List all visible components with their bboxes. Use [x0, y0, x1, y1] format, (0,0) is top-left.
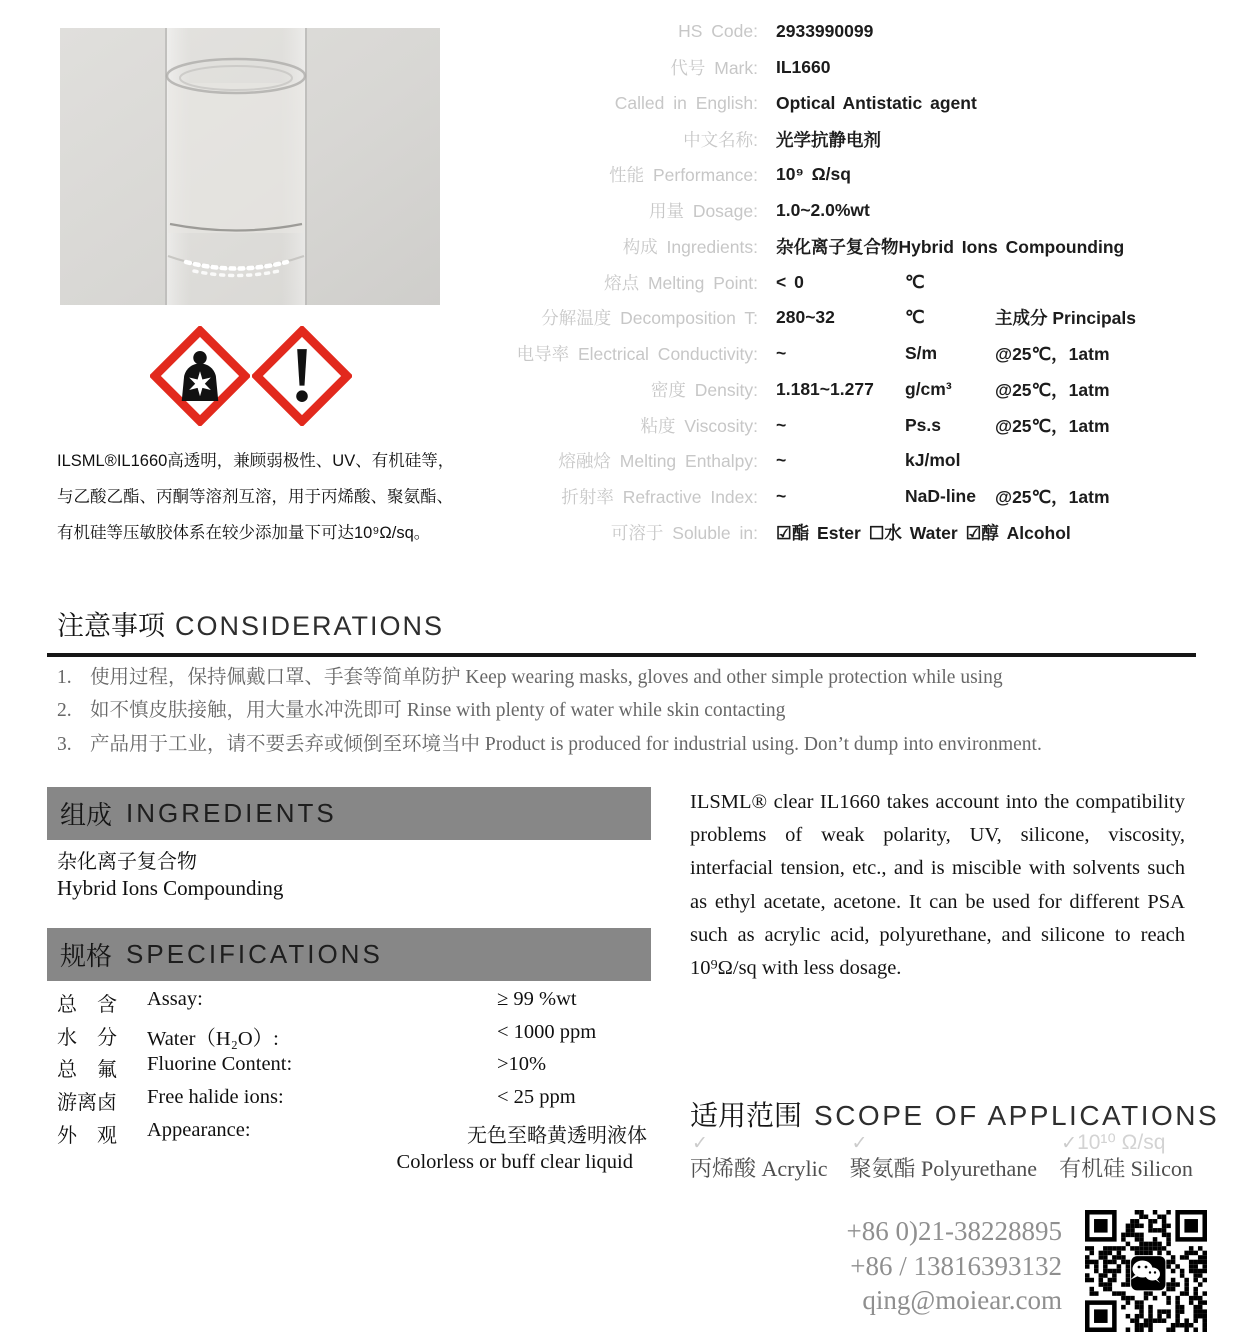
- ghs-pictograms: [150, 326, 352, 426]
- contact-phone-1: +86 0)21-38228895: [846, 1216, 1062, 1246]
- scope-item-label: 聚氨酯 Polyurethane: [849, 1156, 1038, 1181]
- spec-label-cn: 总 含: [57, 994, 117, 1016]
- specifications-title-en: SPECIFICATIONS: [126, 939, 383, 969]
- property-label: Called in English:: [614, 92, 758, 113]
- ghs-health-hazard-icon: [150, 326, 250, 426]
- property-row: [480, 86, 1235, 122]
- property-row: [480, 264, 1235, 300]
- property-label: 代号 Mark:: [670, 58, 758, 79]
- check-icon: ✓: [1061, 1133, 1077, 1154]
- property-row: [480, 479, 1235, 515]
- property-value: < 0: [776, 271, 804, 292]
- spec-value: < 1000 ppm: [497, 1020, 597, 1043]
- contact-phone-2: +86 / 13816393132: [850, 1250, 1062, 1281]
- scope-items: [690, 1132, 1210, 1183]
- property-note: 主成分 Principals: [995, 308, 1137, 329]
- spec-label-en: Assay:: [147, 988, 203, 1010]
- ghs-exclamation-icon: [252, 326, 352, 426]
- property-unit: ℃: [905, 307, 925, 328]
- property-value: 280~32: [776, 307, 835, 328]
- contact-email: qing@moiear.com: [862, 1285, 1062, 1315]
- consideration-item: [57, 694, 1202, 727]
- ingredients-title-cn: 组成: [60, 800, 113, 830]
- property-label: 可溶于 Soluble in:: [610, 522, 758, 543]
- property-value: ~: [776, 343, 787, 364]
- property-value: ~: [776, 486, 787, 507]
- consideration-item: [57, 728, 1202, 761]
- property-note: @25℃，1atm: [995, 344, 1110, 365]
- property-label: 熔点 Melting Point:: [604, 272, 758, 293]
- spec-label-en: Free halide ions:: [147, 1086, 284, 1109]
- property-label: 折射率 Refractive Index:: [561, 487, 758, 508]
- qr-code-icon: [1085, 1210, 1207, 1332]
- property-unit: kJ/mol: [905, 450, 961, 471]
- ingredients-title-en: INGREDIENTS: [126, 798, 337, 828]
- spec-value: >10%: [497, 1053, 547, 1076]
- property-row: [480, 515, 1235, 551]
- considerations-list: [57, 661, 1202, 761]
- scope-item-label: 丙烯酸 Acrylic: [690, 1156, 828, 1181]
- property-unit: Ps.s: [905, 414, 941, 435]
- spec-row: [57, 1086, 647, 1119]
- property-label: 中文名称:: [683, 129, 758, 150]
- property-value: IL1660: [776, 57, 831, 78]
- check-icon: ✓: [692, 1133, 708, 1154]
- section-divider: [47, 653, 1196, 657]
- spec-label-en: Appearance:: [147, 1118, 251, 1141]
- property-value: 杂化离子复合物Hybrid Ions Compounding: [776, 236, 1125, 257]
- product-overview-paragraph: ILSML® clear IL1660 takes account into the compatibility problems of weak polarity, UV, silicone, viscosity, interfacial tension, etc., and is miscible with solvents such as ethyl acetate, acetone. It can be used for different PSA such as acrylic acid, polyurethane, and silicone to reach 10⁹Ω/sq with less dosage.: [690, 791, 1185, 980]
- property-row: [480, 372, 1235, 408]
- property-note: @25℃，1atm: [995, 379, 1110, 400]
- ingredients-header-bar: [47, 787, 651, 840]
- ingredients-body-en: Hybrid Ions Compounding: [57, 876, 284, 900]
- spec-label-cn: 外 观: [57, 1124, 117, 1147]
- spec-label-en: Fluorine Content:: [147, 1053, 293, 1076]
- contact-block: [690, 1214, 1062, 1318]
- spec-label-cn: 游离卤: [57, 1092, 117, 1115]
- property-value: ☑酯 Ester ☐水 Water ☑醇 Alcohol: [776, 522, 1071, 543]
- property-row: [480, 229, 1235, 265]
- scope-title-cn: 适用范围: [690, 1100, 803, 1131]
- property-value: 10⁹ Ω/sq: [776, 164, 851, 185]
- item-number: 3.: [57, 733, 72, 755]
- specifications-table: [57, 988, 647, 1184]
- property-value: Optical Antistatic agent: [776, 92, 977, 113]
- property-value: ~: [776, 450, 787, 471]
- property-label: 电导率 Electrical Conductivity:: [516, 344, 758, 365]
- check-icon: ✓: [851, 1133, 868, 1154]
- property-label: 构成 Ingredients:: [622, 236, 758, 257]
- scope-title-en: SCOPE OF APPLICATIONS: [814, 1100, 1220, 1131]
- property-label: HS Code:: [678, 21, 758, 42]
- consideration-item: [57, 661, 1202, 694]
- spec-row: [57, 1053, 647, 1086]
- property-row: [480, 193, 1235, 229]
- property-note: @25℃，1atm: [995, 487, 1110, 508]
- item-number: 1.: [57, 667, 72, 688]
- property-row: [480, 443, 1235, 479]
- spec-row: [57, 1119, 647, 1152]
- ingredients-body-cn: 杂化离子复合物: [57, 851, 197, 873]
- spec-row: [57, 988, 647, 1021]
- vial-illustration: [60, 28, 440, 305]
- scope-item: [849, 1132, 1037, 1183]
- scope-heading: [690, 1094, 1219, 1134]
- scope-sup-note: 10¹⁰ Ω/sq: [1077, 1131, 1166, 1154]
- spec-label-en: Water（H₂O）:: [147, 1027, 279, 1050]
- considerations-heading: [57, 604, 444, 643]
- property-label: 分解温度 Decomposition T:: [541, 308, 758, 329]
- property-row: [480, 157, 1235, 193]
- spec-value: < 25 ppm: [497, 1086, 576, 1109]
- specifications-title-cn: 规格: [60, 941, 113, 971]
- property-row: [480, 50, 1235, 86]
- considerations-title-en: CONSIDERATIONS: [175, 611, 445, 641]
- property-label: 密度 Density:: [650, 379, 758, 400]
- scope-item-label: 有机硅 Silicon: [1059, 1156, 1193, 1181]
- spec-label-cn: 总 氟: [57, 1059, 117, 1082]
- property-label: 性能 Performance:: [609, 165, 758, 186]
- property-row: [480, 300, 1235, 336]
- spec-row: [57, 1151, 647, 1184]
- property-note: @25℃，1atm: [995, 415, 1110, 436]
- spec-row: [57, 1021, 647, 1054]
- property-unit: S/m: [905, 343, 938, 364]
- spec-value: 无色至略黄透明液体: [467, 1124, 647, 1147]
- wechat-qr-code: [1085, 1210, 1207, 1332]
- property-value: ~: [776, 414, 787, 435]
- property-list: [480, 14, 1235, 550]
- property-row: [480, 407, 1235, 443]
- scope-item: [690, 1132, 827, 1183]
- specifications-header-bar: [47, 928, 651, 981]
- property-value: 1.181~1.277: [776, 378, 874, 399]
- item-text: 使用过程，保持佩戴口罩、手套等简单防护 Keep wearing masks, gloves and other simple protection while using: [90, 667, 1003, 688]
- spec-value: ≥ 99 %wt: [497, 988, 577, 1010]
- product-description-cn: ILSML®IL1660高透明，兼顾弱极性、UV、有机硅等，与乙酸乙酯、丙酮等溶剂互溶，用于丙烯酸、聚氨酯、有机硅等压敏胶体系在较少添加量下可达10⁹Ω/sq。: [57, 452, 455, 542]
- spec-value-line2: Colorless or buff clear liquid: [396, 1151, 633, 1174]
- scope-item: [1059, 1132, 1193, 1183]
- property-unit: NaD-line: [905, 486, 976, 507]
- property-row: [480, 121, 1235, 157]
- property-value: 2933990099: [776, 21, 874, 42]
- spec-label-cn: 水 分: [57, 1026, 117, 1049]
- property-value: 光学抗静电剂: [776, 129, 881, 150]
- item-text: 如不慎皮肤接触，用大量水冲洗即可 Rinse with plenty of water while skin contacting: [90, 700, 786, 722]
- property-label: 粘度 Viscosity:: [640, 415, 758, 436]
- property-label: 用量 Dosage:: [648, 201, 758, 222]
- property-value: 1.0~2.0%wt: [776, 200, 870, 221]
- considerations-title-cn: 注意事项: [57, 611, 165, 641]
- property-row: [480, 14, 1235, 50]
- property-unit: g/cm³: [905, 378, 952, 399]
- property-row: [480, 336, 1235, 372]
- property-label: 熔融焓 Melting Enthalpy:: [558, 451, 758, 472]
- product-photo: [60, 28, 440, 305]
- item-text: 产品用于工业，请不要丢弃或倾倒至环境当中 Product is produced for industrial using. Don’t dump into environment.: [90, 733, 1042, 755]
- property-unit: ℃: [905, 271, 925, 292]
- item-number: 2.: [57, 700, 72, 722]
